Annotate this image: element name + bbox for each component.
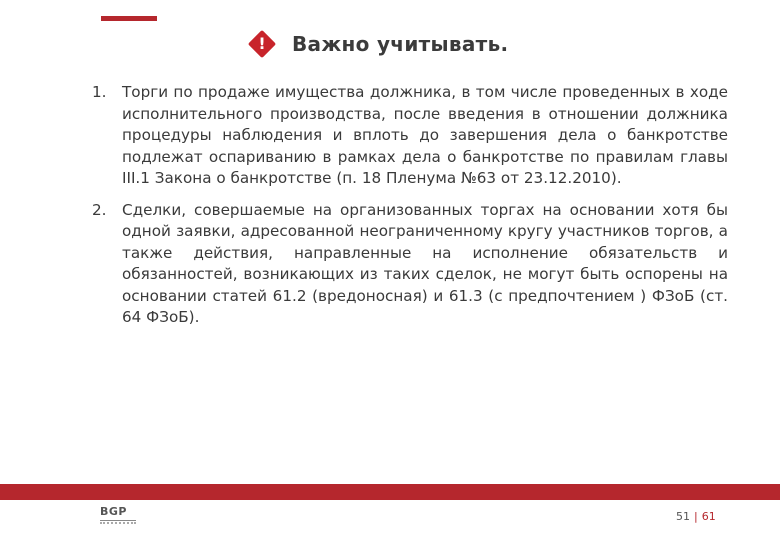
list-item: [92, 200, 728, 329]
company-logo: BGP: [100, 506, 140, 526]
list-item-number: 1.: [92, 83, 107, 101]
top-accent-bar: [101, 16, 157, 21]
list-item-number: 2.: [92, 200, 107, 219]
slide-body: [92, 82, 728, 339]
page-separator: |: [694, 510, 698, 523]
warning-diamond-icon: !: [248, 30, 276, 58]
list-item: [92, 82, 728, 190]
footer-bar: [0, 484, 780, 500]
page-total: 61: [701, 510, 716, 523]
slide-header: [248, 27, 508, 61]
page-current: 51: [676, 510, 690, 523]
slide-title: Важно учитывать.: [292, 32, 509, 56]
page-number: [676, 510, 716, 523]
list-item-text: Сделки, совершаемые на организованных торгах на основании хотя бы одной заявки, адресованной неограниченному кругу участников торгов, а также действия, направленные на исполнение обязательств и обязанностей, возникающих из таких сделок, не могут быть оспорены на основании статей 61.2 (вредоносная) и 61.3 (с предпочтением ) ФЗоБ (ст. 64 ФЗоБ).: [122, 200, 728, 326]
list-item-text: Торги по продаже имущества должника, в том числе проведенных в ходе исполнительного производства, после введения в отношении должника процедуры наблюдения и вплоть до завершения дела о банкротстве подлежат оспариванию в рамках дела о банкротстве по правилам главы III.1 Закона о банкротстве (п. 18 Пленума №63 от 23.12.2010).: [122, 83, 728, 187]
